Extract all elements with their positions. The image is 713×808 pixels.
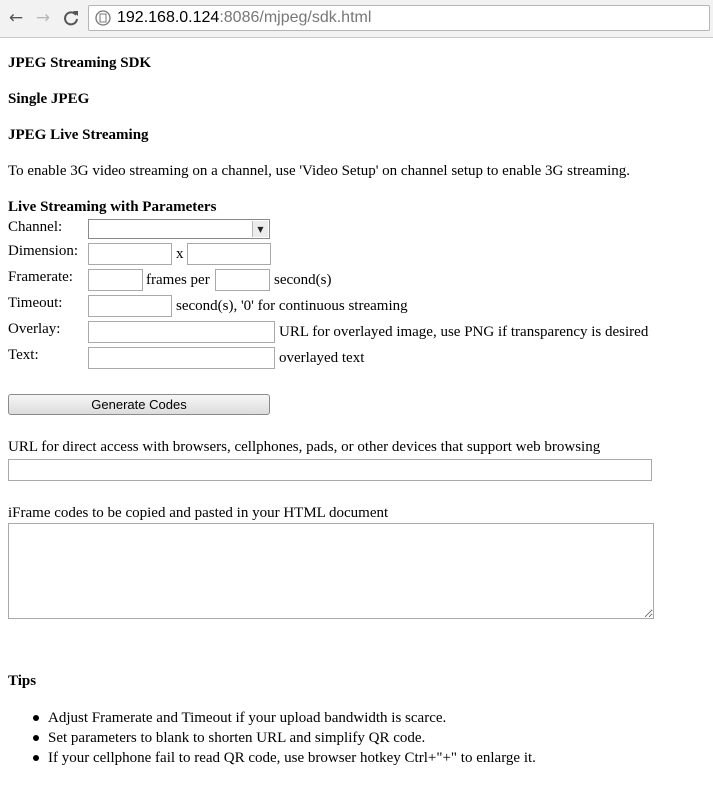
framerate-label: Framerate: <box>8 269 73 285</box>
tips-heading: Tips <box>8 673 37 689</box>
timeout-input[interactable] <box>88 295 172 317</box>
address-url <box>117 9 371 27</box>
frames-per-label: frames per <box>146 272 210 288</box>
params-heading: Live Streaming with Parameters <box>8 199 217 215</box>
direct-url-label: URL for direct access with browsers, cellphones, pads, or other devices that support web browsing <box>8 439 601 455</box>
text-hint: overlayed text <box>279 350 365 366</box>
page-icon <box>95 10 111 26</box>
timeout-label: Timeout: <box>8 295 63 311</box>
timeout-hint: second(s), '0' for continuous streaming <box>176 298 408 314</box>
overlay-hint: URL for overlayed image, use PNG if transparency is desired <box>279 324 649 340</box>
reload-icon[interactable] <box>61 8 81 28</box>
overlay-text-input[interactable] <box>88 347 275 369</box>
address-bar[interactable] <box>88 5 710 31</box>
framerate-frames-input[interactable] <box>88 269 143 291</box>
dimension-height-input[interactable] <box>187 243 271 265</box>
framerate-seconds-input[interactable] <box>215 269 270 291</box>
list-item: Set parameters to blank to shorten URL and simplify QR code. <box>48 728 536 748</box>
list-item: Adjust Framerate and Timeout if your upload bandwidth is scarce. <box>48 708 536 728</box>
tips-list <box>48 708 536 768</box>
url-host: 192.168.0.124 <box>117 9 220 26</box>
dimension-label: Dimension: <box>8 243 78 259</box>
dimension-width-input[interactable] <box>88 243 172 265</box>
arrow-right-icon[interactable]: → <box>35 7 51 28</box>
arrow-left-icon[interactable]: ← <box>8 7 24 28</box>
list-item: If your cellphone fail to read QR code, use browser hotkey Ctrl+"+" to enlarge it. <box>48 750 536 766</box>
iframe-codes-label: iFrame codes to be copied and pasted in your HTML document <box>8 505 389 521</box>
page-title: JPEG Streaming SDK <box>8 55 152 71</box>
overlay-url-input[interactable] <box>88 321 275 343</box>
direct-url-field[interactable] <box>8 459 652 481</box>
channel-label: Channel: <box>8 219 63 235</box>
chevron-down-icon: ▼ <box>252 221 268 237</box>
generate-codes-button[interactable]: Generate Codes <box>8 394 270 415</box>
single-jpeg-heading: Single JPEG <box>8 91 90 107</box>
iframe-codes-textarea[interactable] <box>8 523 654 619</box>
text-label: Text: <box>8 347 39 363</box>
overlay-label: Overlay: <box>8 321 61 337</box>
seconds-label: second(s) <box>274 272 332 288</box>
dimension-x-label: x <box>176 246 184 262</box>
live-streaming-heading: JPEG Live Streaming <box>8 127 149 143</box>
channel-select[interactable] <box>88 219 270 239</box>
url-path: :8086/mjpeg/sdk.html <box>219 9 372 26</box>
intro-text: To enable 3G video streaming on a channel, use 'Video Setup' on channel setup to enable 3G streaming. <box>8 163 631 179</box>
reload-icon-glyph <box>63 10 79 26</box>
browser-toolbar <box>0 0 713 38</box>
